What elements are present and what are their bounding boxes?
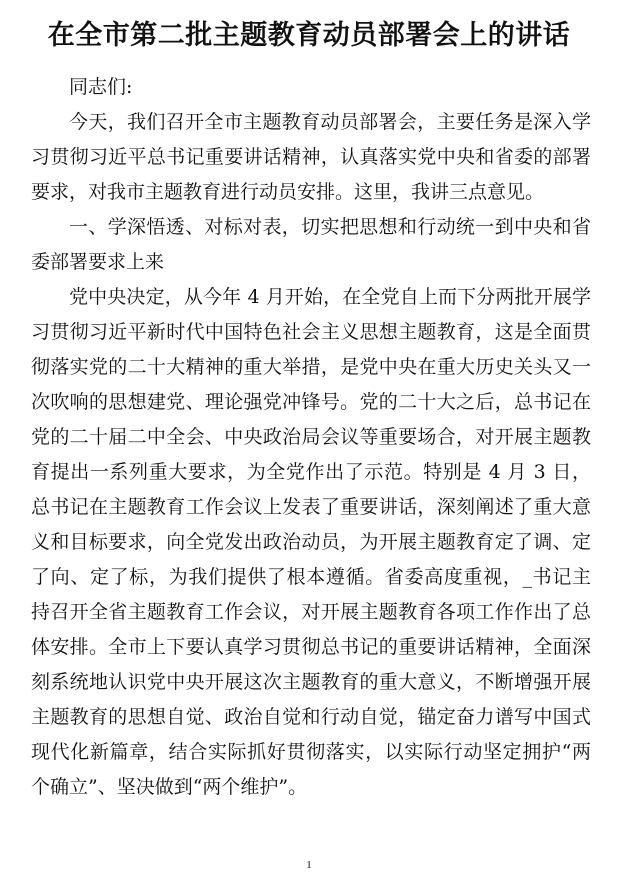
paragraph-section-one: 党中央决定，从今年 4 月开始，在全党自上而下分两批开展学习贯彻习近平新时代中国特色社会主义思想主题教育，这是全面贯彻落实党的二十大精神的重大举措，是党中央在重大历史关头又一次吹响的思想建党、理论强党冲锋号。党的二十大之后，总书记在党的二十届二中全会、中央政治局会议等重要场合，对开展主题教育提出一系列重大要求，为全党作出了示范。特别是 4 月 3 日，总书记在主题教育工作会议上发表了重要讲话，深刻阐述了重大意义和目标要求，向全党发出政治动员，为开展主题教育定了调、定了向、定了标，为我们提供了根本遵循。省委高度重视，_书记主持召开全省主题教育工作会议，对开展主题教育各项工作作出了总体安排。全市上下要认真学习贯彻总书记的重要讲话精神，全面深刻系统地认识党中央开展这次主题教育的重大意义，不断增强开展主题教育的思想自觉、政治自觉和行动自觉，锚定奋力谱写中国式现代化新篇章，结合实际抓好贯彻落实，以实际行动坚定拥护“两个确立”、坚决做到“两个维护”。 [31,286,591,798]
document-body [31,70,591,805]
section-heading-one: 一、学深悟透、对标对表，切实把思想和行动统一到中央和省委部署要求上来 [31,216,591,273]
page-number: 1 [306,859,312,871]
paragraph-intro: 今天，我们召开全市主题教育动员部署会，主要任务是深入学习贯彻习近平总书记重要讲话精神，认真落实党中央和省委的部署要求，对我市主题教育进行动员安排。这里，我讲三点意见。 [31,111,591,203]
document-title: 在全市第二批主题教育动员部署会上的讲话 [47,20,571,51]
salutation: 同志们: [69,76,133,98]
